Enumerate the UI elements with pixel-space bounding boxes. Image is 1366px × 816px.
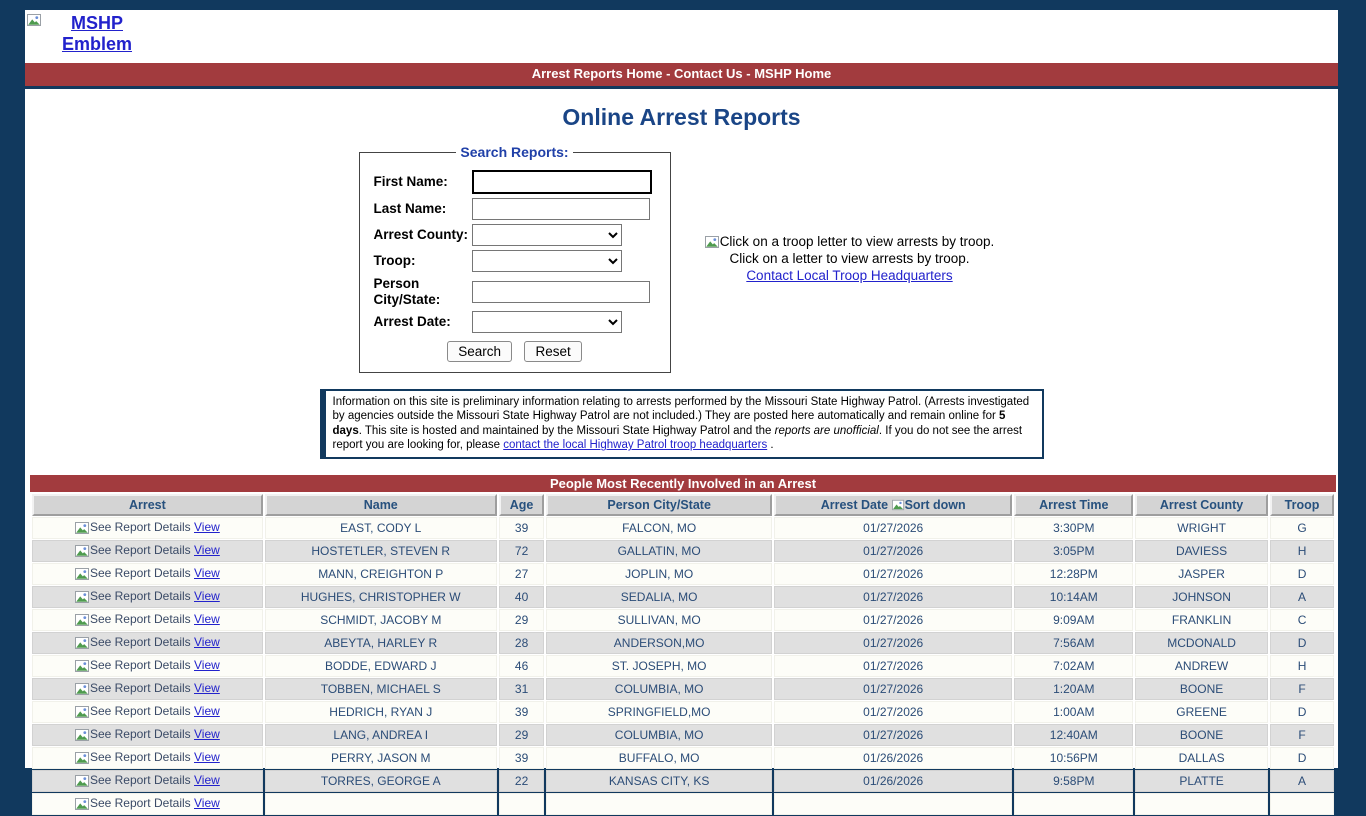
age-cell: 39: [499, 517, 545, 539]
arrest-time-cell: 10:14AM: [1014, 586, 1133, 608]
view-report-link[interactable]: View: [194, 658, 220, 673]
nav-separator: -: [742, 66, 755, 81]
view-report-link[interactable]: View: [194, 543, 220, 558]
arrest-county-cell: FRANKLIN: [1135, 609, 1268, 631]
troop-select[interactable]: [472, 250, 622, 272]
troop-cell: D: [1270, 632, 1334, 654]
col-header-name[interactable]: Name: [265, 494, 497, 516]
see-report-details-text: See Report Details: [89, 750, 191, 765]
broken-image-icon: [75, 751, 90, 765]
first-name-input[interactable]: [472, 170, 652, 194]
header-band: [25, 10, 1338, 63]
arrest-time-cell: [1014, 793, 1133, 815]
arrest-county-select[interactable]: [472, 224, 622, 246]
see-report-details-text: See Report Details: [89, 681, 191, 696]
arrest-date-cell: 01/26/2026: [774, 747, 1013, 769]
col-header-arrest-time[interactable]: Arrest Time: [1014, 494, 1133, 516]
troop-cell: D: [1270, 563, 1334, 585]
search-section: [25, 144, 1338, 373]
arrest-time-cell: 7:56AM: [1014, 632, 1133, 654]
troop-label: Troop:: [373, 253, 416, 269]
table-row: [32, 609, 1334, 631]
troop-cell: H: [1270, 540, 1334, 562]
view-report-link[interactable]: View: [194, 727, 220, 742]
broken-image-icon: [75, 544, 90, 558]
arrest-county-cell: GREENE: [1135, 701, 1268, 723]
arrest-report-cell: [32, 793, 263, 815]
troop-cell: D: [1270, 701, 1334, 723]
arrest-report-cell: [32, 609, 263, 631]
disclaimer-notice: [320, 389, 1044, 459]
view-report-link[interactable]: View: [194, 773, 220, 788]
notice-text: Information on this site is preliminary information relating to arrests performed by the Missouri State Highway Patrol. (Arrests investigated by agencies outside the Missouri State Highway Patrol are not included.) They are posted here automatically and remain online for: [332, 396, 1033, 423]
troop-cell: F: [1270, 678, 1334, 700]
broken-image-icon: [75, 590, 90, 604]
see-report-details-text: See Report Details: [89, 796, 191, 811]
city-state-cell: [546, 793, 772, 815]
arrest-county-label: Arrest County:: [373, 227, 469, 243]
col-header-age[interactable]: Age: [499, 494, 545, 516]
last-name-input[interactable]: [472, 198, 650, 220]
arrest-date-cell: 01/27/2026: [774, 609, 1013, 631]
city-state-cell: COLUMBIA, MO: [546, 678, 772, 700]
col-header-person-city-state[interactable]: Person City/State: [546, 494, 772, 516]
table-row: [32, 701, 1334, 723]
arrest-county-cell: DALLAS: [1135, 747, 1268, 769]
troop-cell: [1270, 793, 1334, 815]
troop-map-panel: [695, 232, 1005, 285]
search-button[interactable]: Search: [447, 341, 512, 362]
nav-mshp-home[interactable]: MSHP Home: [754, 66, 832, 81]
arrest-time-cell: 10:56PM: [1014, 747, 1133, 769]
arrest-report-cell: [32, 517, 263, 539]
broken-image-icon: [75, 613, 90, 627]
table-row: [32, 655, 1334, 677]
name-cell: ABEYTA, HARLEY R: [265, 632, 497, 654]
see-report-details-text: See Report Details: [89, 589, 191, 604]
arrest-report-cell: [32, 770, 263, 792]
arrest-date-cell: 01/27/2026: [774, 655, 1013, 677]
arrest-date-label: Arrest Date:: [373, 314, 451, 330]
name-cell: MANN, CREIGHTON P: [265, 563, 497, 585]
arrest-date-cell: [774, 793, 1013, 815]
arrest-time-cell: 12:40AM: [1014, 724, 1133, 746]
view-report-link[interactable]: View: [194, 704, 220, 719]
troop-cell: A: [1270, 770, 1334, 792]
troop-map-caption: Click on a letter to view arrests by troop.: [729, 251, 970, 267]
arrest-report-cell: [32, 701, 263, 723]
city-state-cell: ANDERSON,MO: [546, 632, 772, 654]
table-row: [32, 632, 1334, 654]
arrest-county-cell: DAVIESS: [1135, 540, 1268, 562]
age-cell: [499, 793, 545, 815]
city-state-cell: KANSAS CITY, KS: [546, 770, 772, 792]
table-row: [32, 793, 1334, 815]
city-state-cell: JOPLIN, MO: [546, 563, 772, 585]
arrest-county-cell: [1135, 793, 1268, 815]
broken-image-icon: [75, 521, 90, 535]
see-report-details-text: See Report Details: [89, 727, 191, 742]
arrest-county-cell: MCDONALD: [1135, 632, 1268, 654]
nav-contact-us[interactable]: Contact Us: [674, 66, 743, 81]
reset-button[interactable]: Reset: [524, 341, 581, 362]
arrest-time-cell: 9:09AM: [1014, 609, 1133, 631]
person-city-state-input[interactable]: [472, 281, 650, 303]
name-cell: [265, 793, 497, 815]
age-cell: 22: [499, 770, 545, 792]
view-report-link[interactable]: View: [194, 681, 220, 696]
broken-image-icon: [75, 567, 90, 581]
name-cell: LANG, ANDREA I: [265, 724, 497, 746]
arrest-county-cell: ANDREW: [1135, 655, 1268, 677]
table-row: [32, 770, 1334, 792]
arrest-county-cell: BOONE: [1135, 724, 1268, 746]
table-row: [32, 678, 1334, 700]
sort-down-label[interactable]: Sort down: [904, 497, 966, 512]
contact-local-troop-link[interactable]: contact the local Highway Patrol troop headquarters: [503, 439, 768, 452]
arrest-table-section: [30, 475, 1336, 816]
arrest-date-cell: 01/27/2026: [774, 563, 1013, 585]
view-report-link[interactable]: View: [194, 635, 220, 650]
name-cell: HEDRICH, RYAN J: [265, 701, 497, 723]
see-report-details-text: See Report Details: [89, 704, 191, 719]
broken-image-icon: [27, 13, 42, 27]
arrest-time-cell: 3:05PM: [1014, 540, 1133, 562]
see-report-details-text: See Report Details: [89, 635, 191, 650]
see-report-details-text: See Report Details: [89, 520, 191, 535]
col-header-arrest-county[interactable]: Arrest County: [1135, 494, 1268, 516]
view-report-link[interactable]: View: [194, 750, 220, 765]
arrest-report-cell: [32, 724, 263, 746]
city-state-cell: SULLIVAN, MO: [546, 609, 772, 631]
name-cell: TOBBEN, MICHAEL S: [265, 678, 497, 700]
top-navbar: [25, 63, 1338, 89]
sort-down-icon: [892, 499, 905, 511]
arrest-time-cell: 7:02AM: [1014, 655, 1133, 677]
city-state-cell: BUFFALO, MO: [546, 747, 772, 769]
troop-cell: F: [1270, 724, 1334, 746]
age-cell: 27: [499, 563, 545, 585]
arrest-county-cell: PLATTE: [1135, 770, 1268, 792]
col-header-arrest-date[interactable]: [774, 494, 1013, 516]
view-report-link[interactable]: View: [194, 589, 220, 604]
broken-image-icon: [75, 774, 90, 788]
age-cell: 39: [499, 747, 545, 769]
nav-separator: -: [662, 66, 675, 81]
broken-image-icon: [75, 728, 90, 742]
arrest-date-cell: 01/27/2026: [774, 724, 1013, 746]
table-row: [32, 747, 1334, 769]
table-row: [32, 517, 1334, 539]
troop-cell: C: [1270, 609, 1334, 631]
arrest-report-cell: [32, 586, 263, 608]
arrest-time-cell: 1:20AM: [1014, 678, 1133, 700]
view-report-link[interactable]: View: [194, 520, 220, 535]
broken-image-icon: [75, 705, 90, 719]
view-report-link[interactable]: View: [194, 796, 220, 811]
notice-bold-text: 5 days: [332, 410, 1009, 437]
arrest-report-cell: [32, 632, 263, 654]
city-state-cell: COLUMBIA, MO: [546, 724, 772, 746]
broken-image-icon: [75, 682, 90, 696]
search-reports-fieldset: [359, 144, 671, 373]
troop-cell: H: [1270, 655, 1334, 677]
table-title-bar: People Most Recently Involved in an Arrest: [30, 475, 1336, 492]
city-state-cell: FALCON, MO: [546, 517, 772, 539]
arrest-table-body: [32, 517, 1334, 815]
see-report-details-text: See Report Details: [89, 566, 191, 581]
broken-image-icon: [705, 235, 720, 249]
see-report-details-text: See Report Details: [89, 612, 191, 627]
age-cell: 39: [499, 701, 545, 723]
broken-image-icon: [75, 636, 90, 650]
see-report-details-text: See Report Details: [89, 658, 191, 673]
arrest-county-cell: JASPER: [1135, 563, 1268, 585]
arrest-date-select[interactable]: [472, 311, 622, 333]
arrest-date-cell: 01/27/2026: [774, 678, 1013, 700]
table-row: [32, 586, 1334, 608]
notice-text: .: [767, 439, 774, 452]
arrest-time-cell: 9:58PM: [1014, 770, 1133, 792]
age-cell: 28: [499, 632, 545, 654]
name-cell: TORRES, GEORGE A: [265, 770, 497, 792]
city-state-cell: SEDALIA, MO: [546, 586, 772, 608]
age-cell: 46: [499, 655, 545, 677]
name-cell: EAST, CODY L: [265, 517, 497, 539]
age-cell: 72: [499, 540, 545, 562]
age-cell: 40: [499, 586, 545, 608]
age-cell: 29: [499, 609, 545, 631]
arrest-county-cell: JOHNSON: [1135, 586, 1268, 608]
age-cell: 31: [499, 678, 545, 700]
col-header-arrest[interactable]: Arrest: [32, 494, 263, 516]
name-cell: PERRY, JASON M: [265, 747, 497, 769]
arrest-report-cell: [32, 747, 263, 769]
city-state-cell: GALLATIN, MO: [546, 540, 772, 562]
city-state-cell: ST. JOSEPH, MO: [546, 655, 772, 677]
broken-image-icon: [75, 659, 90, 673]
arrest-date-cell: 01/27/2026: [774, 517, 1013, 539]
view-report-link[interactable]: View: [194, 612, 220, 627]
table-row: [32, 540, 1334, 562]
col-header-arrest-date-label: Arrest Date: [820, 497, 889, 512]
notice-text: . If you do not see the arrest report you are looking for, please: [332, 424, 1026, 452]
age-cell: 29: [499, 724, 545, 746]
arrest-county-cell: BOONE: [1135, 678, 1268, 700]
name-cell: SCHMIDT, JACOBY M: [265, 609, 497, 631]
arrest-report-cell: [32, 678, 263, 700]
arrest-time-cell: 1:00AM: [1014, 701, 1133, 723]
view-report-link[interactable]: View: [194, 566, 220, 581]
first-name-label: First Name:: [373, 174, 448, 190]
arrest-county-cell: WRIGHT: [1135, 517, 1268, 539]
see-report-details-text: See Report Details: [89, 543, 191, 558]
arrest-time-cell: 12:28PM: [1014, 563, 1133, 585]
troop-cell: A: [1270, 586, 1334, 608]
see-report-details-text: See Report Details: [89, 773, 191, 788]
table-row: [32, 724, 1334, 746]
table-row: [32, 563, 1334, 585]
name-cell: HUGHES, CHRISTOPHER W: [265, 586, 497, 608]
arrest-date-cell: 01/27/2026: [774, 540, 1013, 562]
name-cell: HOSTETLER, STEVEN R: [265, 540, 497, 562]
notice-text: . This site is hosted and maintained by the Missouri State Highway Patrol and the: [358, 424, 775, 437]
arrest-date-cell: 01/27/2026: [774, 586, 1013, 608]
nav-arrest-reports-home[interactable]: Arrest Reports Home: [531, 66, 663, 81]
arrest-date-cell: 01/26/2026: [774, 770, 1013, 792]
search-reports-legend: Search Reports:: [460, 144, 569, 160]
troop-map-alt-text: Click on a troop letter to view arrests by troop.: [719, 233, 995, 249]
troop-cell: G: [1270, 517, 1334, 539]
col-header-troop[interactable]: Troop: [1270, 494, 1334, 516]
mshp-emblem-link[interactable]: MSHP Emblem: [61, 13, 133, 54]
name-cell: BODDE, EDWARD J: [265, 655, 497, 677]
page-title: Online Arrest Reports: [562, 104, 801, 130]
last-name-label: Last Name:: [373, 201, 447, 217]
arrest-table: [30, 493, 1336, 816]
content-area: [25, 10, 1338, 811]
arrest-report-cell: [32, 540, 263, 562]
contact-troop-headquarters-link[interactable]: Contact Local Troop Headquarters: [746, 268, 953, 284]
arrest-report-cell: [32, 655, 263, 677]
arrest-date-cell: 01/27/2026: [774, 701, 1013, 723]
troop-cell: D: [1270, 747, 1334, 769]
city-state-cell: SPRINGFIELD,MO: [546, 701, 772, 723]
notice-italic-text: reports are unofficial: [774, 424, 879, 437]
person-city-state-label: Person City/State:: [373, 276, 441, 307]
arrest-time-cell: 3:30PM: [1014, 517, 1133, 539]
arrest-report-cell: [32, 563, 263, 585]
arrest-date-cell: 01/27/2026: [774, 632, 1013, 654]
broken-image-icon: [75, 797, 90, 811]
